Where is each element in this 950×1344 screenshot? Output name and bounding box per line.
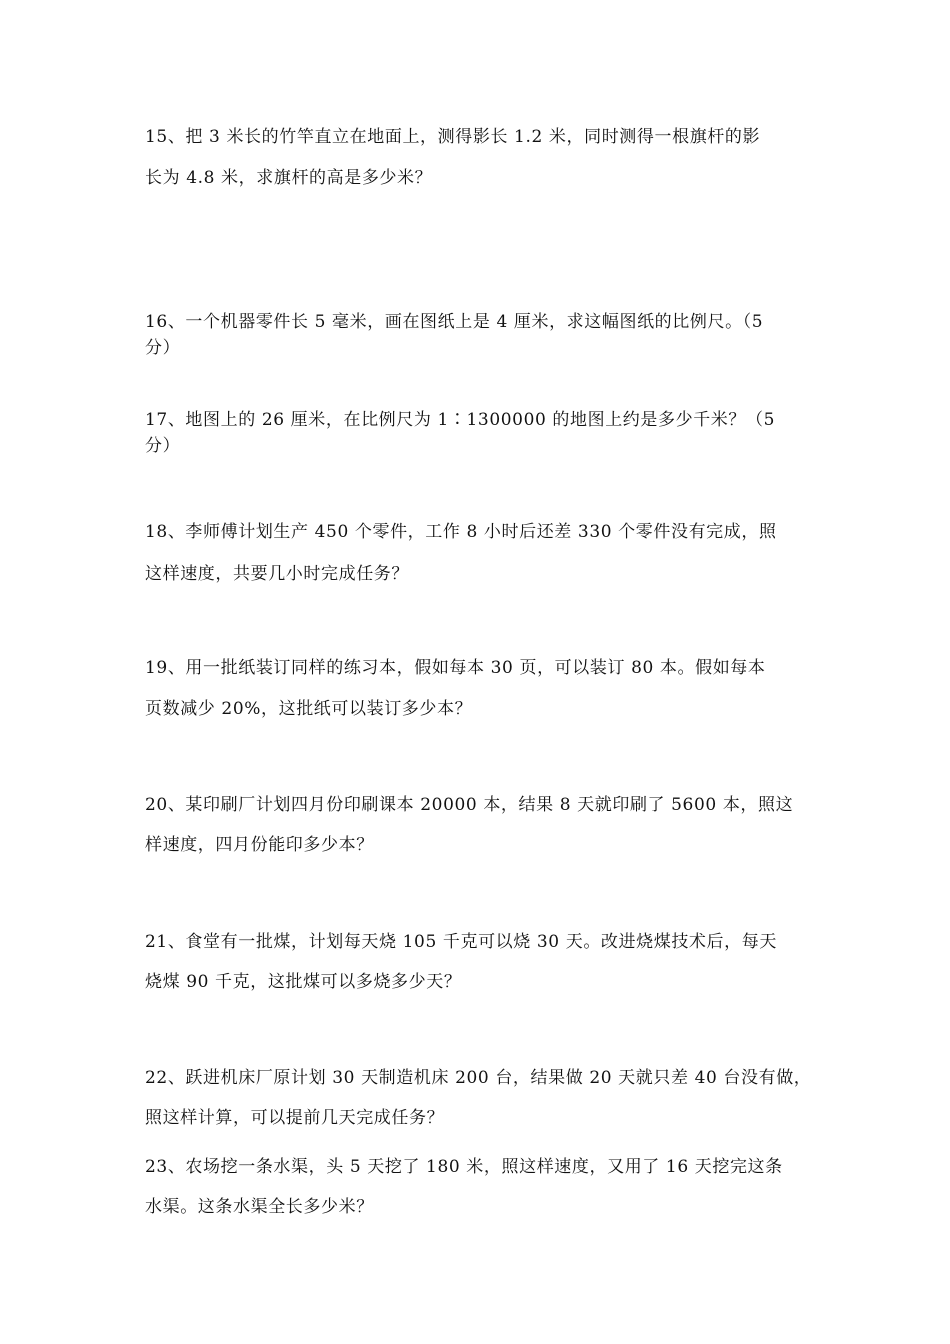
question-21-line-1: 21、食堂有一批煤，计划每天烧 105 千克可以烧 30 天。改进烧煤技术后，每天 — [145, 932, 777, 952]
question-20-line-1: 20、某印刷厂计划四月份印刷课本 20000 本，结果 8 天就印刷了 5600 本，照这 — [145, 795, 794, 815]
question-23-line-1: 23、农场挖一条水渠，头 5 天挖了 180 米，照这样速度，又用了 16 天挖完这条 — [145, 1157, 783, 1177]
question-15-line-2: 长为 4.8 米，求旗杆的高是多少米？ — [145, 168, 433, 188]
question-20-line-2: 样速度，四月份能印多少本？ — [145, 835, 374, 855]
question-19-line-1: 19、用一批纸装订同样的练习本，假如每本 30 页，可以装订 80 本。假如每本 — [145, 658, 766, 678]
question-22-line-1: 22、跃进机床厂原计划 30 天制造机床 200 台，结果做 20 天就只差 40 台没有做， — [145, 1068, 812, 1088]
question-16-line-1: 16、一个机器零件长 5 毫米，画在图纸上是 4 厘米，求这幅图纸的比例尺。（5 — [145, 312, 764, 332]
question-21-line-2: 烧煤 90 千克，这批煤可以多烧多少天？ — [145, 972, 462, 992]
question-22-line-2: 照这样计算，可以提前几天完成任务？ — [145, 1108, 445, 1128]
question-18-line-1: 18、李师傅计划生产 450 个零件，工作 8 小时后还差 330 个零件没有完成，照 — [145, 522, 777, 542]
question-15-line-1: 15、把 3 米长的竹竿直立在地面上，测得影长 1.2 米，同时测得一根旗杆的影 — [145, 127, 761, 147]
question-16-line-2: 分） — [145, 338, 181, 358]
question-18-line-2: 这样速度，共要几小时完成任务？ — [145, 564, 409, 584]
question-23-line-2: 水渠。这条水渠全长多少米？ — [145, 1197, 374, 1217]
question-17-line-1: 17、地图上的 26 厘米，在比例尺为 1∶1300000 的地图上约是多少千米？（5 — [145, 410, 776, 430]
question-19-line-2: 页数减少 20%，这批纸可以装订多少本？ — [145, 699, 473, 719]
question-17-line-2: 分） — [145, 436, 181, 456]
